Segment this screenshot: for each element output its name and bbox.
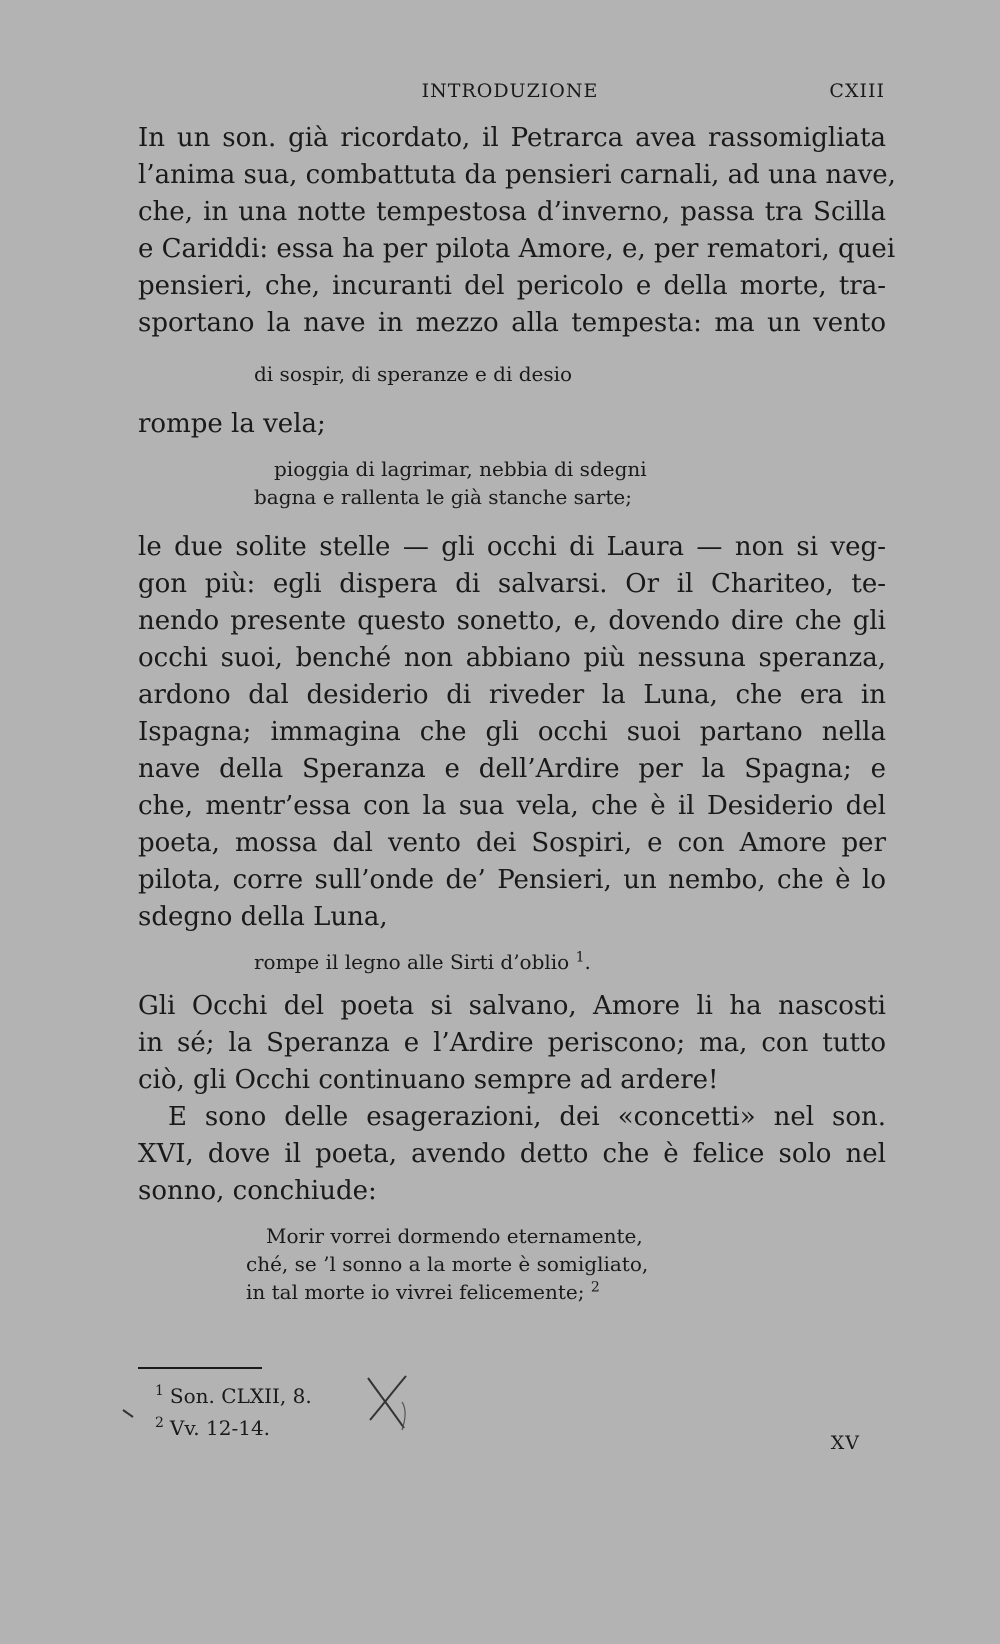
footnote-1 xyxy=(155,1380,312,1412)
text-line: XVI, dove il poeta, avendo detto che è felice solo nel xyxy=(138,1139,886,1169)
text-line: pensieri, che, incuranti del pericolo e della morte, tra- xyxy=(138,271,886,301)
footnote-text: Vv. 12-14. xyxy=(169,1416,271,1440)
text-line: Gli Occhi del poeta si salvano, Amore li ha nascosti xyxy=(138,991,886,1021)
text-line: pilota, corre sull’onde de’ Pensieri, un nembo, che è lo xyxy=(138,865,886,895)
verse-line: Morir vorrei dormendo eternamente, xyxy=(266,1224,643,1248)
verse-quote-3: rompe il legno alle Sirti d’oblio $^1$. xyxy=(254,949,591,974)
signature-mark: XV xyxy=(830,1432,860,1454)
text-line: e Cariddi: essa ha per pilota Amore, e, per rematori, quei xyxy=(138,234,896,264)
footnote-2 xyxy=(155,1412,312,1444)
text-line: ciò, gli Occhi continuano sempre ad ardere! xyxy=(138,1065,719,1095)
text-line: sdegno della Luna, xyxy=(138,902,388,932)
verse-line: pioggia di lagrimar, nebbia di sdegni xyxy=(274,457,647,481)
paragraph-4 xyxy=(138,1099,886,1210)
verse-line: rompe il legno alle Sirti d’oblio xyxy=(254,950,570,974)
text-line-rompe: rompe la vela; xyxy=(138,409,326,439)
footnote-mark: 1 xyxy=(155,1383,164,1400)
verse-quote-4 xyxy=(138,1222,886,1306)
verse-line: bagna e rallenta le già stanche sarte; xyxy=(254,485,633,509)
text-line: nave della Speranza e dell’Ardire per la Spagna; e xyxy=(138,754,886,784)
verse-line: ché, se ’l sonno a la morte è somigliato, xyxy=(246,1252,649,1276)
verse-quote-2 xyxy=(138,455,886,511)
main-text xyxy=(138,120,896,1306)
text-line: l’anima sua, combattuta da pensieri carnali, ad una nave, xyxy=(138,160,896,190)
verse-quote-1: di sospir, di speranze e di desio xyxy=(254,362,573,386)
verse-line: in tal morte io vivrei felicemente; xyxy=(246,1280,585,1304)
text-line: le due solite stelle — gli occhi di Laura — non si veg- xyxy=(138,532,886,562)
footnote-mark: 2 xyxy=(155,1415,164,1432)
verse-line-with-note xyxy=(138,1278,886,1306)
text-line: sportano la nave in mezzo alla tempesta: ma un vento xyxy=(138,308,886,338)
footnote-rule xyxy=(138,1367,262,1369)
text-line: che, in una notte tempestosa d’inverno, passa tra Scilla xyxy=(138,197,886,227)
paragraph-2 xyxy=(138,529,886,936)
text-line: che, mentr’essa con la sua vela, che è il Desiderio del xyxy=(138,791,886,821)
footnote-text: Son. CLXII, 8. xyxy=(169,1384,312,1408)
running-title: INTRODUZIONE xyxy=(421,80,599,102)
text-line: In un son. già ricordato, il Petrarca avea rassomigliata xyxy=(138,123,886,153)
text-line: Ispagna; immagina che gli occhi suoi partano nella xyxy=(138,717,886,747)
text-line: gon più: egli dispera di salvarsi. Or il Chariteo, te- xyxy=(138,569,886,599)
footnote-ref: 2 xyxy=(590,1279,600,1296)
page-number: CXIII xyxy=(829,80,885,102)
footnote-ref: 1 xyxy=(575,949,585,966)
text-line: ardono dal desiderio di riveder la Luna, che era in xyxy=(138,680,886,710)
pencil-tick-mark-icon xyxy=(121,1407,143,1421)
paragraph-3 xyxy=(138,988,886,1099)
text-line: E sono delle esagerazioni, dei «concetti» nel son. xyxy=(168,1102,886,1132)
paragraph-1 xyxy=(138,120,896,342)
text-line: nendo presente questo sonetto, e, dovendo dire che gli xyxy=(138,606,886,636)
text-line: in sé; la Speranza e l’Ardire periscono; ma, con tutto xyxy=(138,1028,886,1058)
page-header xyxy=(135,80,885,110)
text-line: poeta, mossa dal vento dei Sospiri, e con Amore per xyxy=(138,828,886,858)
footnotes xyxy=(155,1380,312,1444)
pencil-x-mark-icon xyxy=(364,1372,410,1434)
text-line: sonno, conchiude: xyxy=(138,1176,377,1206)
text-line: occhi suoi, benché non abbiano più nessuna speranza, xyxy=(138,643,886,673)
